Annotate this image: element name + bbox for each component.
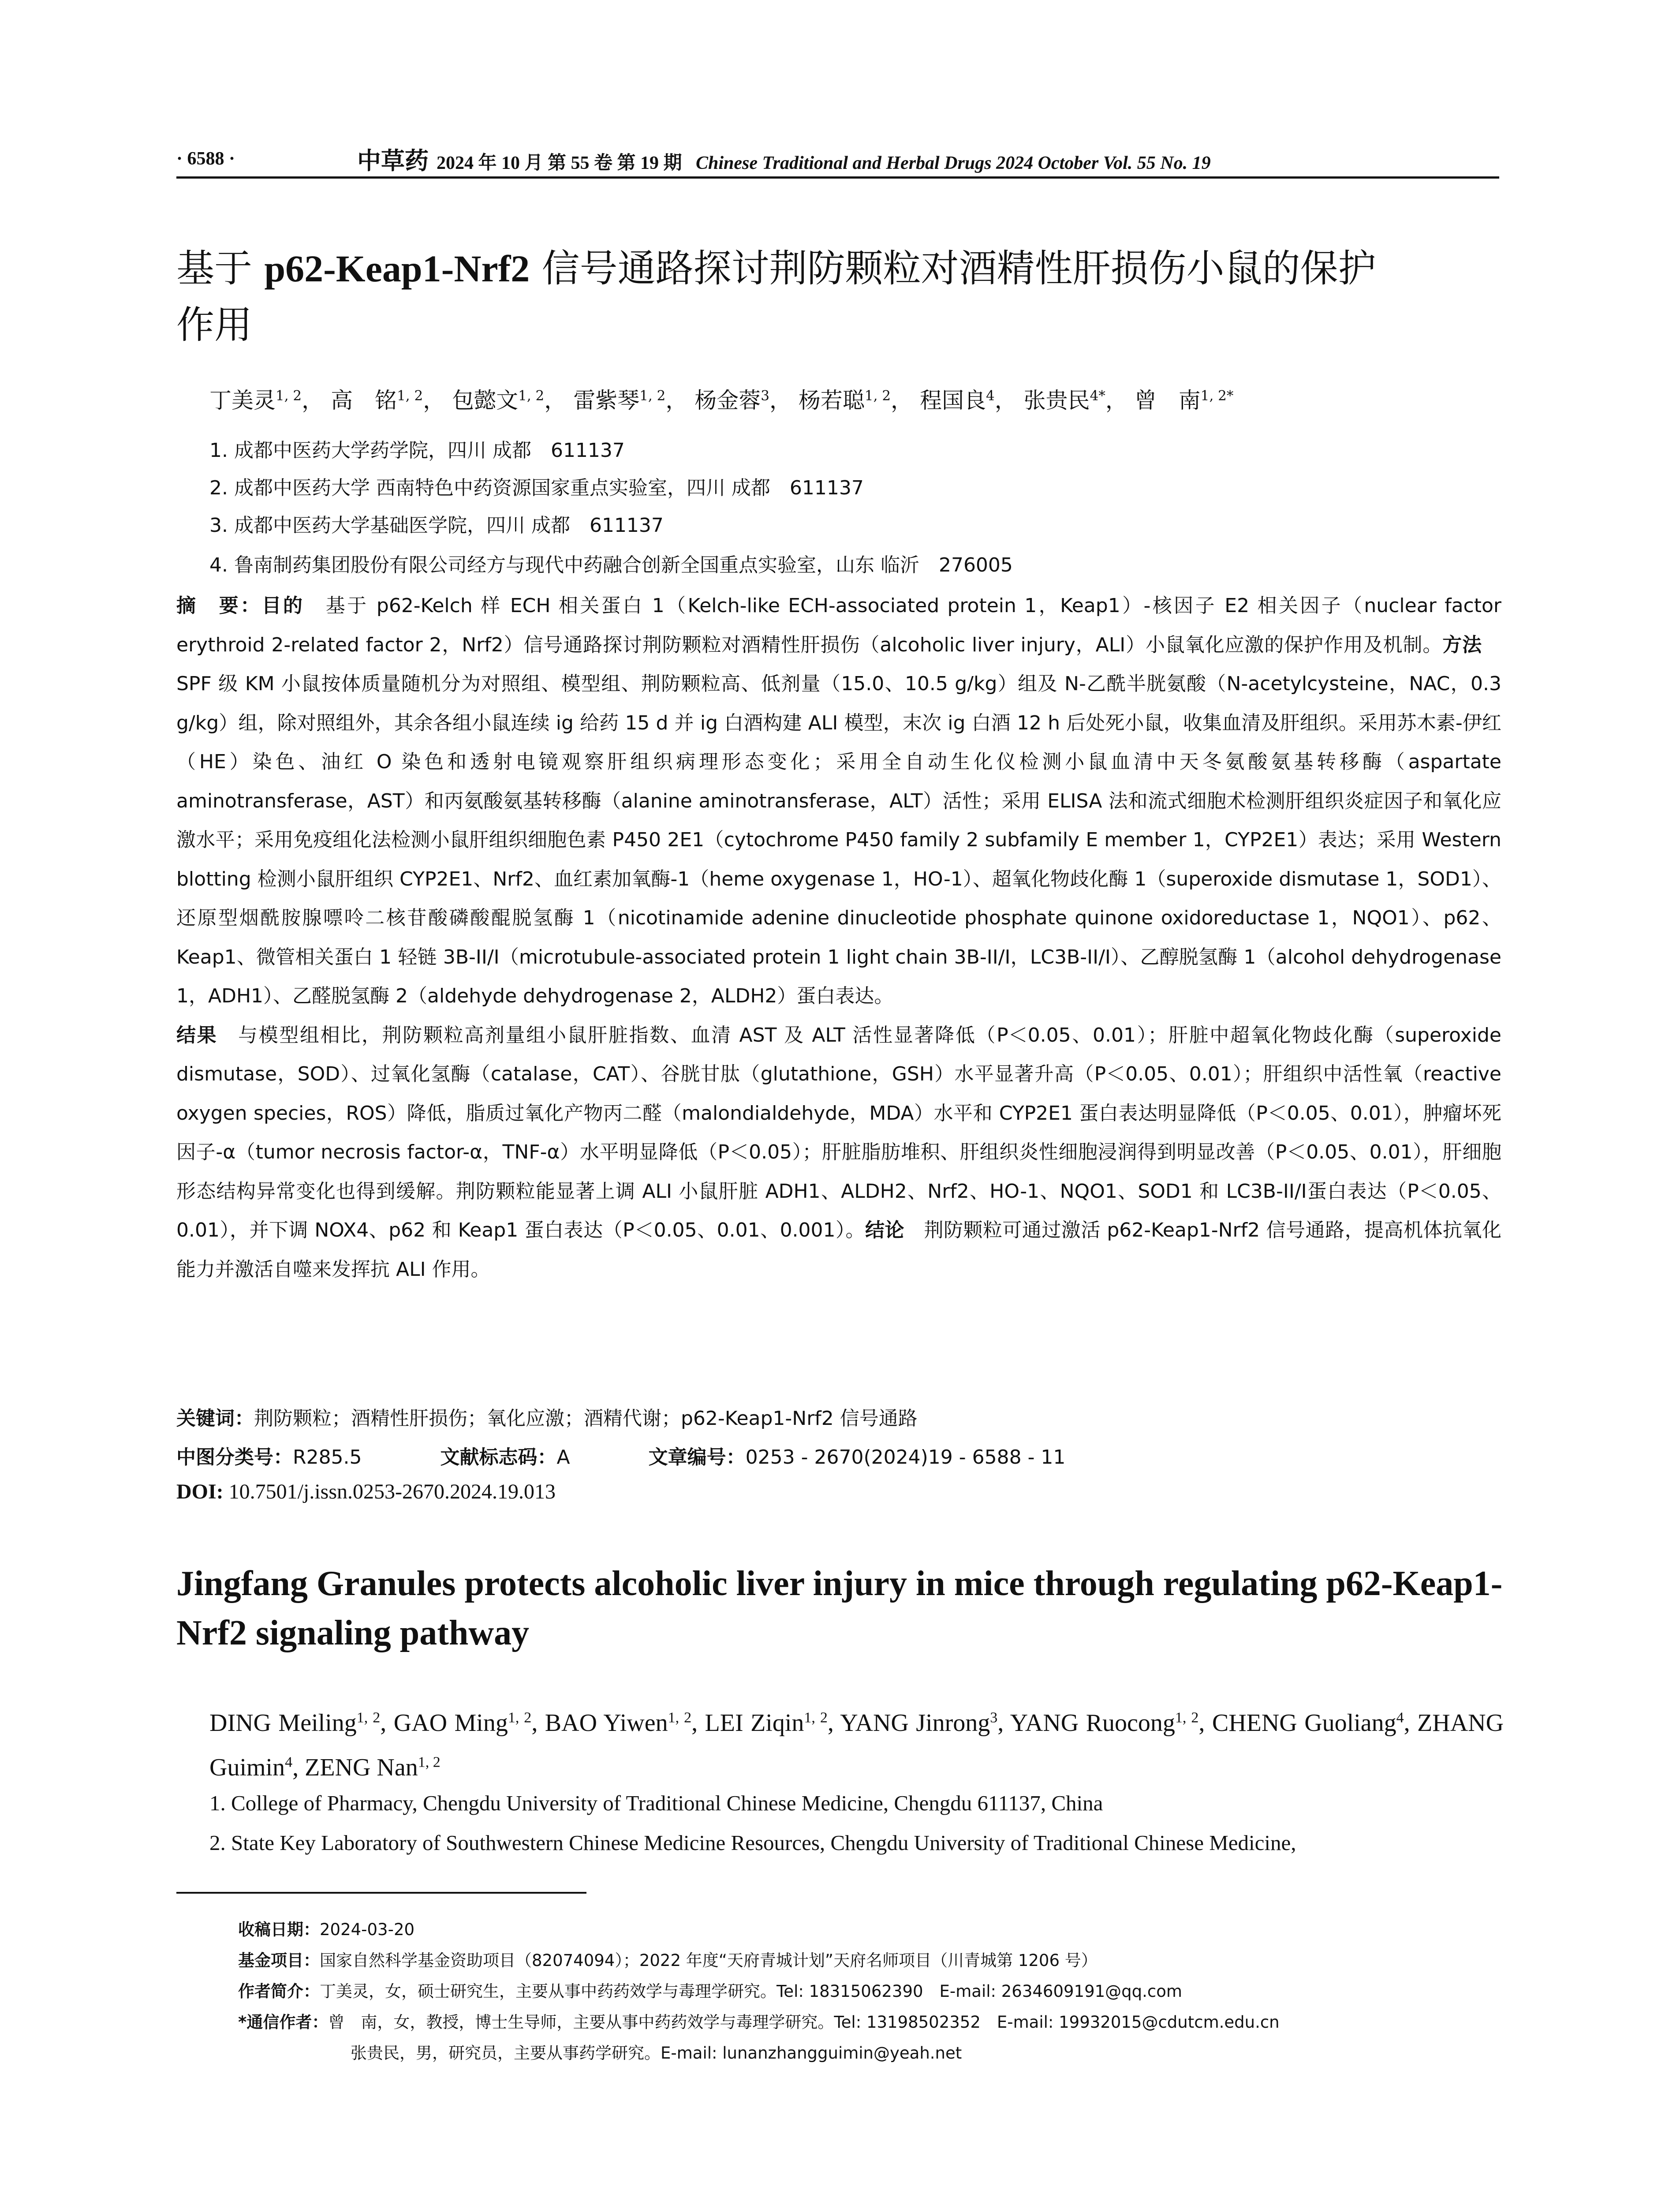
affiliation-cn: 2. 成都中医药大学 西南特色中药资源国家重点实验室，四川 成都 611137 [209, 477, 864, 499]
affiliation-en: 1. College of Pharmacy, Chengdu University of Traditional Chinese Medicine, Chengdu 611137, China [209, 1791, 1103, 1815]
doi-label: DOI: [176, 1480, 224, 1503]
author-en: YANG Ruocong$^{1, 2}$ [1010, 1709, 1199, 1737]
title-cn-part: 信号通路探讨荆防颗粒对酒精性肝损伤小鼠的保护 [530, 247, 1376, 291]
page-number: · 6588 · [176, 149, 235, 169]
received-date: 2024-03-20 [320, 1920, 415, 1939]
title-cn [176, 240, 1504, 353]
keywords-text: 荆防颗粒；酒精性肝损伤；氧化应激；酒精代谢；p62-Keap1-Nrf2 信号通路 [254, 1407, 918, 1430]
results-label: 结果 [176, 1024, 218, 1046]
footnote-corresponding [238, 2009, 1504, 2033]
author: 包懿文$^{1, 2}$ [452, 388, 545, 413]
methods-text: SPF 级 KM 小鼠按体质量随机分为对照组、模型组、荆防颗粒高、低剂量（15.0、10.5 g/kg）组及 N-乙酰半胱氨酸（N-acetylcysteine，NAC，0.3 g/kg）组，除对照组外，其余各组小鼠连续 ig 给药 15 d 并 ig 白酒构建 ALI 模型，末次 ig 白酒 12 h 后处死小鼠，收集血清及肝组织。采用苏木素-伊红（HE）染色、油红 O 染色和透射电镜观察肝组织病理形态变化；采用全自动生化仪检测小鼠血清中天冬氨酸氨基转移酶（aspartate aminotransferase，AST）和丙氨酸氨基转移酶（alanine aminotransferase，ALT）活性；采用 ELISA 法和流式细胞术检测肝组织炎症因子和氧化应激水平；采用免疫组化法检测小鼠肝组织细胞色素 P450 2E1（cytochrome P450 family 2 subfamily E member 1，CYP2E1）表达；采用 Western blotting 检测小鼠肝组织 CYP2E1、Nrf2、血红素加氧酶-1（heme oxygenase 1，HO-1）、超氧化物歧化酶 1（superoxide dismutase 1，SOD1）、还原型烟酰胺腺嘌呤二核苷酸磷酸醌脱氢酶 1（nicotinamide adenine dinucleotide phosphate quinone oxidoreductase 1，NQO1）、p62、Keap1、微管相关蛋白 1 轻链 3B-II/I（microtubule-associated protein 1 light chain 3B-II/I，LC3B-II/I）、乙醇脱氢酶 1（alcohol dehydrogenase 1，ADH1）、乙醛脱氢酶 2（aldehyde dehydrogenase 2，ALDH2）蛋白表达。 [176, 633, 1501, 1007]
issue-info [437, 148, 1211, 175]
author: 雷紫琴$^{1, 2}$ [573, 388, 666, 413]
objective-text: 基于 p62-Kelch 样 ECH 相关蛋白 1（Kelch-like ECH-associated protein 1，Keap1）-核因子 E2 相关因子（nuclear factor erythroid 2-related factor 2，Nrf2）信号通路探讨荆防颗粒对酒精性肝损伤（alcoholic liver injury，ALI）小鼠氧化应激的保护作用及机制。 [176, 594, 1501, 656]
affiliation-en: 2. State Key Laboratory of Southwestern Chinese Medicine Resources, Chengdu University of Traditional Chinese Medicine, [209, 1831, 1296, 1855]
author-en: LEI Ziqin$^{1, 2}$ [705, 1709, 828, 1737]
title-cn-pathway: p62-Keap1-Nrf2 [264, 247, 530, 290]
footnote-corresponding-2: 张贵民，男，研究员，主要从事药学研究。E-mail: lunanzhangguimin@yeah.net [351, 2044, 962, 2063]
article-no-value: 0253 - 2670(2024)19 - 6588 - 11 [745, 1446, 1066, 1469]
running-header [176, 142, 1499, 177]
header-rule [176, 176, 1499, 179]
doc-code-value: A [556, 1446, 570, 1469]
affiliation-cn: 3. 成都中医药大学基础医学院，四川 成都 611137 [209, 514, 664, 537]
corresponding-label: *通信作者： [238, 2013, 329, 2032]
author-en: CHENG Guoliang$^4$ [1212, 1709, 1404, 1737]
results-text: 与模型组相比，荆防颗粒高剂量组小鼠肝脏指数、血清 AST 及 ALT 活性显著降低（P＜0.05、0.01）；肝脏中超氧化物歧化酶（superoxide dismutase，SOD）、过氧化氢酶（catalase，CAT）、谷胱甘肽（glutathione，GSH）水平显著升高（P＜0.05、0.01）；肝组织中活性氧（reactive oxygen species，ROS）降低，脂质过氧化产物丙二醛（malondialdehyde，MDA）水平和 CYP2E1 蛋白表达明显降低（P＜0.05、0.01），肿瘤坏死因子-α（tumor necrosis factor-α，TNF-α）水平明显降低（P＜0.05）；肝脏脂肪堆积、肝组织炎性细胞浸润得到明显改善（P＜0.05、0.01），肝细胞形态结构异常变化也得到缓解。荆防颗粒能显著上调 ALI 小鼠肝脏 ADH1、ALDH2、Nrf2、HO-1、NQO1、SOD1 和 LC3B-II/I蛋白表达（P＜0.05、0.01），并下调 NOX4、p62 和 Keap1 蛋白表达（P＜0.05、0.01、0.001）。 [176, 1024, 1501, 1241]
author: 曾 南$^{1, 2*}$ [1134, 388, 1234, 413]
authors-cn: 丁美灵$^{1, 2}$， 高 铭$^{1, 2}$， 包懿文$^{1, 2}$， 雷紫琴$^{1, 2}$， 杨金蓉$^3$， 杨若聪$^{1, 2}$， 程国良$^4$， 张贵民$^{4*}$， 曾 南$^{1, 2*}$ [209, 388, 1234, 413]
footnote-received [238, 1916, 1504, 1940]
authors-en: DING Meiling$^{1, 2}$, GAO Ming$^{1, 2}$, BAO Yiwen$^{1, 2}$, LEI Ziqin$^{1, 2}$, YANG Jinrong$^3$, YANG Ruocong$^{1, 2}$, CHENG Guoliang$^4$, ZHANG Guimin$^4$, ZENG Nan$^{1, 2}$ [209, 1709, 1504, 1782]
journal-logo: 中草药 [357, 147, 429, 175]
clc-value: R285.5 [293, 1446, 362, 1469]
fund-text: 国家自然科学基金资助项目（82074094）；2022 年度“天府青城计划”天府名师项目（川青城第 1206 号） [320, 1951, 1098, 1970]
conclusion-label: 结论 [865, 1219, 904, 1241]
author: 丁美灵$^{1, 2}$ [209, 388, 302, 413]
author-en: DING Meiling$^{1, 2}$ [209, 1709, 381, 1737]
affiliation-cn: 1. 成都中医药大学药学院，四川 成都 611137 [209, 439, 625, 462]
corresponding-text-1: 曾 南，女，教授，博士生导师，主要从事中药药效学与毒理学研究。Tel: 13198502352 E-mail: 19932015@cdutcm.edu.cn [328, 2013, 1280, 2032]
article-no-label: 文章编号： [648, 1446, 746, 1469]
objective-label: 目的 [261, 594, 305, 617]
author: 高 铭$^{1, 2}$ [331, 388, 423, 413]
abstract-label: 摘 要： [176, 594, 262, 617]
footnote-rule [176, 1892, 586, 1894]
author: 杨金蓉$^3$ [694, 388, 769, 413]
fund-label: 基金项目： [238, 1951, 320, 1970]
footnote-bio [238, 1978, 1504, 2002]
author-en: GAO Ming$^{1, 2}$ [393, 1709, 532, 1737]
title-cn-part: 基于 [176, 247, 265, 291]
bio-text: 丁美灵，女，硕士研究生，主要从事中药药效学与毒理学研究。Tel: 18315062390 E-mail: 2634609191@qq.com [320, 1982, 1182, 2001]
conclusion-text: 荆防颗粒可通过激活 p62-Keap1-Nrf2 信号通路，提高机体抗氧化能力并激活自噬来发挥抗 ALI 作用。 [176, 1219, 1501, 1281]
title-en: Jingfang Granules protects alcoholic liver injury in mice through regulating p62-Keap1-Nrf2 signaling pathway [176, 1564, 1503, 1652]
author: 张贵民$^{4*}$ [1023, 388, 1105, 413]
author: 程国良$^4$ [919, 388, 995, 413]
doc-code-label: 文献标志码： [440, 1446, 557, 1469]
author-en: ZHANG Guimin$^4$ [209, 1709, 1504, 1782]
doi [176, 1480, 1499, 1504]
title-cn-line2: 作用 [176, 303, 252, 347]
keywords-label: 关键词： [176, 1407, 254, 1430]
classification [176, 1441, 1499, 1469]
footnote-fund [238, 1947, 1504, 1971]
issue-cn: 2024 年 10 月 第 55 卷 第 19 期 [437, 153, 682, 173]
keywords [176, 1402, 1499, 1431]
issue-en: Chinese Traditional and Herbal Drugs 2024 October Vol. 55 No. 19 [696, 153, 1211, 173]
methods-label: 方法 [1442, 633, 1482, 656]
author-en: ZENG Nan$^{1, 2}$ [305, 1754, 441, 1782]
author-en: YANG Jinrong$^3$ [840, 1709, 998, 1737]
author: 杨若聪$^{1, 2}$ [798, 388, 891, 413]
author-en: BAO Yiwen$^{1, 2}$ [545, 1709, 692, 1737]
bio-label: 作者简介： [238, 1982, 320, 2001]
affiliation-cn: 4. 鲁南制药集团股份有限公司经方与现代中药融合创新全国重点实验室，山东 临沂 276005 [209, 554, 1013, 576]
abstract [176, 587, 1501, 1289]
received-label: 收稿日期： [238, 1920, 320, 1939]
clc-label: 中图分类号： [176, 1446, 293, 1469]
doi-value: 10.7501/j.issn.0253-2670.2024.19.013 [223, 1480, 556, 1503]
